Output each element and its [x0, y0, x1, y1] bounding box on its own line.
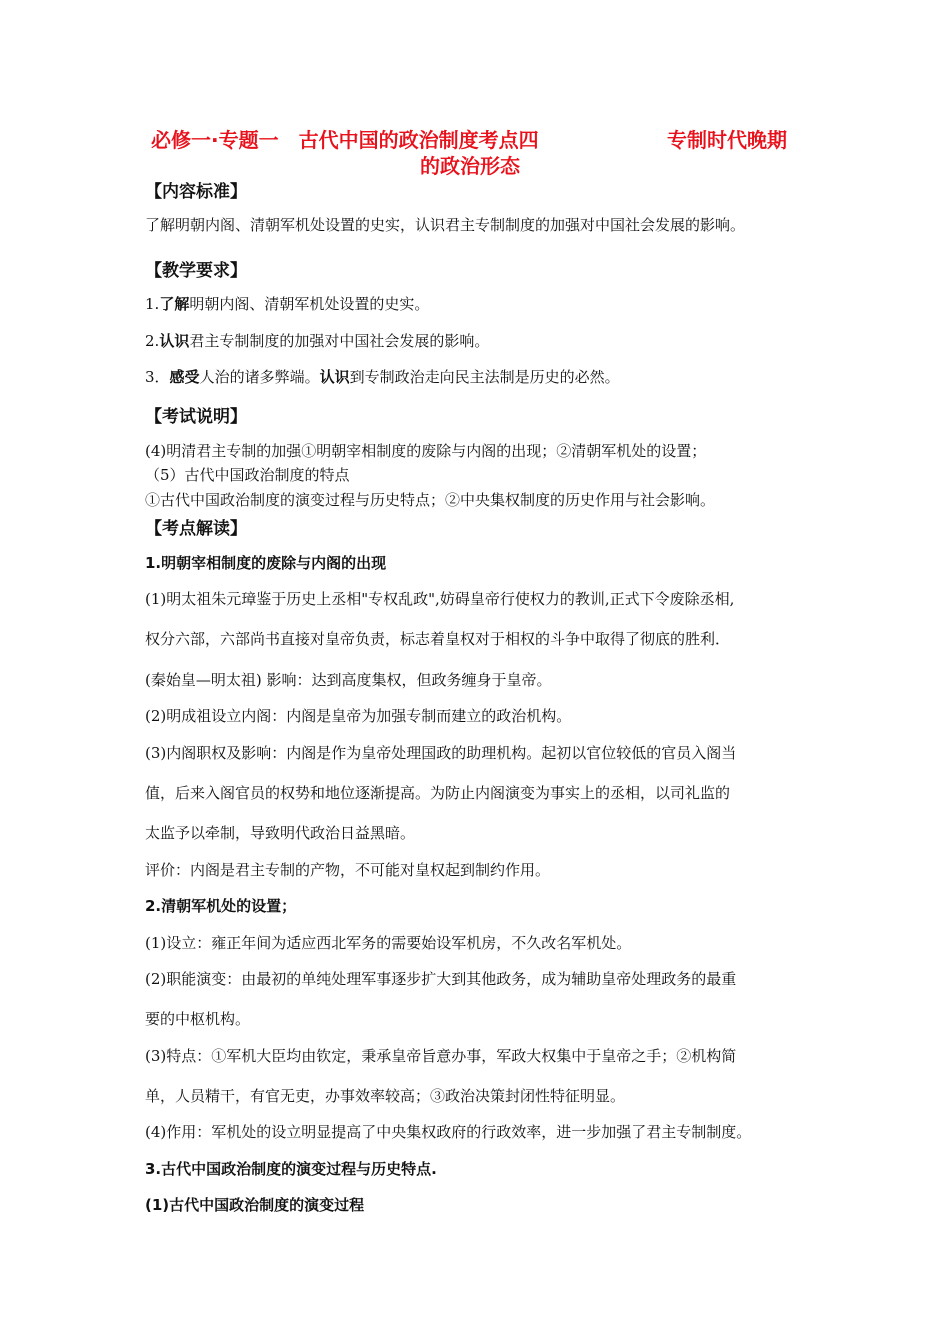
paragraph-line: (1)明太祖朱元璋鉴于历史上丞相"专权乱政",妨碍皇帝行使权力的教训,正式下令废除丞相,: [145, 590, 735, 608]
keyword: 认识: [159, 332, 190, 350]
item-number: 1.: [145, 295, 160, 313]
paragraph-line: (2)职能演变：由最初的单纯处理军事逐步扩大到其他政务，成为辅助皇帝处理政务的最重: [145, 970, 737, 988]
teaching-requirement-3: [145, 366, 620, 387]
teaching-requirements-heading: 【教学要求】: [145, 261, 247, 281]
paragraph-line: (3)特点：①军机大臣均由钦定，秉承皇帝旨意办事，军政大权集中于皇帝之手；②机构简: [145, 1047, 737, 1065]
paragraph-line: (4)作用：军机处的设立明显提高了中央集权政府的行政效率，进一步加强了君主专制制度。: [145, 1123, 752, 1141]
paragraph-line: 值，后来入阁官员的权势和地位逐渐提高。为防止内阁演变为事实上的丞相，以司礼监的: [145, 784, 731, 802]
item-text: 明朝内阁、清朝军机处设置的史实。: [189, 295, 430, 313]
keyword: 了解: [159, 295, 190, 313]
paragraph-line: (3)内阁职权及影响：内阁是作为皇帝处理国政的助理机构。起初以官位较低的官员入阁当: [145, 744, 737, 762]
keyword: 认识: [319, 368, 350, 386]
paragraph-line: 太监予以牵制，导致明代政治日益黑暗。: [145, 824, 416, 842]
item-number: 2.: [145, 332, 160, 350]
content-standard-text: 了解明朝内阁、清朝军机处设置的史实，认识君主专制制度的加强对中国社会发展的影响。: [145, 216, 746, 234]
exam-note-line: ①古代中国政治制度的演变过程与历史特点；②中央集权制度的历史作用与社会影响。: [145, 491, 716, 509]
paragraph-line: 单，人员精干，有官无吏，办事效率较高；③政治决策封闭性特征明显。: [145, 1087, 626, 1105]
title-part-3: 的政治形态: [420, 154, 520, 178]
title-part-2: 专制时代晚期: [667, 128, 787, 152]
paragraph-line: 评价：内阁是君主专制的产物，不可能对皇权起到制约作用。: [145, 861, 551, 879]
key-points-heading: 【考点解读】: [145, 519, 247, 539]
title-part-1: 必修一·专题一 古代中国的政治制度考点四: [151, 128, 539, 152]
item-text: 人治的诸多弊端。: [199, 368, 320, 386]
item-text: 到专制政治走向民主法制是历史的必然。: [349, 368, 620, 386]
exam-note-line: (4)明清君主专制的加强①明朝宰相制度的废除与内阁的出现；②清朝军机处的设置；: [145, 442, 707, 460]
item-number: 3．: [145, 368, 170, 386]
exam-notes-heading: 【考试说明】: [145, 407, 247, 427]
teaching-requirement-1: [145, 293, 429, 314]
paragraph-line: (2)明成祖设立内阁：内阁是皇帝为加强专制而建立的政治机构。: [145, 707, 572, 725]
teaching-requirement-2: [145, 330, 489, 351]
keyword: 感受: [169, 368, 200, 386]
key-point-subheading-4: (1)古代中国政治制度的演变过程: [145, 1196, 365, 1214]
key-point-subheading-3: 3.古代中国政治制度的演变过程与历史特点.: [145, 1160, 437, 1178]
paragraph-line: 权分六部，六部尚书直接对皇帝负责，标志着皇权对于相权的斗争中取得了彻底的胜利．: [145, 630, 731, 648]
key-point-subheading-2: 2.清朝军机处的设置；: [145, 897, 297, 915]
paragraph-line: (1)设立：雍正年间为适应西北军务的需要始设军机房，不久改名军机处。: [145, 934, 632, 952]
paragraph-line: (秦始皇—明太祖) 影响：达到高度集权，但政务缠身于皇帝。: [145, 671, 552, 689]
key-point-subheading-1: 1.明朝宰相制度的废除与内阁的出现: [145, 554, 387, 572]
item-text: 君主专制制度的加强对中国社会发展的影响。: [189, 332, 490, 350]
exam-note-line: （5）古代中国政治制度的特点: [145, 466, 350, 484]
content-standard-heading: 【内容标准】: [145, 182, 247, 202]
paragraph-line: 要的中枢机构。: [145, 1010, 251, 1028]
